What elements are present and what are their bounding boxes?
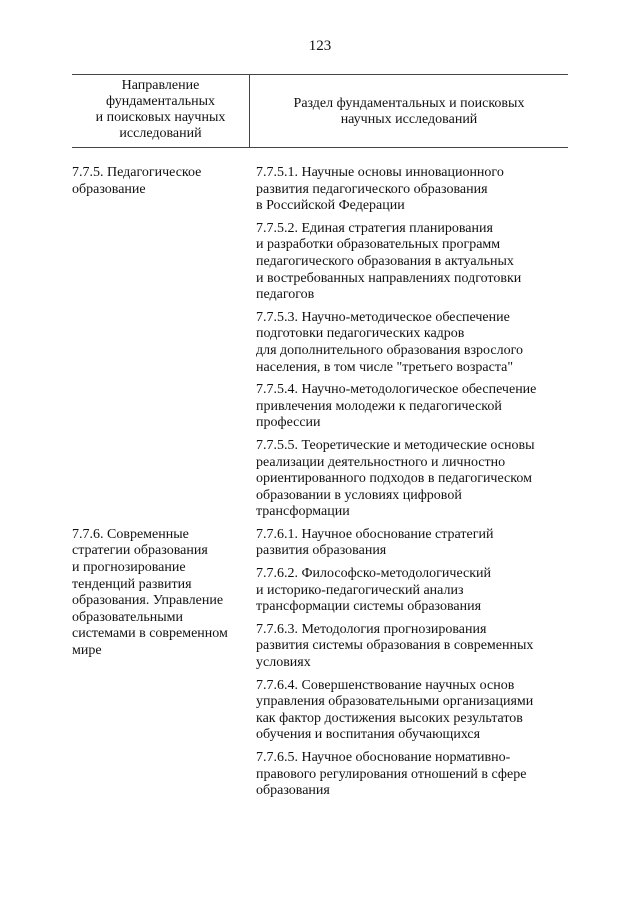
research-table [72, 74, 568, 806]
list-item: 7.7.6.1. Научное обоснование стратегий развития образования [256, 526, 494, 559]
direction-text: 7.7.5. Педагогическое образование [72, 165, 202, 197]
table-row [72, 165, 568, 527]
list-item: 7.7.5.5. Теоретические и методические основы реализации деятельностного и личностно ориентированного подходов в педагогическом образовании в условиях цифровой трансформации [256, 437, 535, 520]
section-cell [250, 527, 568, 806]
header-direction: Направление фундаментальных и поисковых научных исследований [72, 75, 250, 147]
table-header [72, 75, 568, 147]
section-cell [250, 165, 568, 527]
direction-cell [72, 527, 250, 806]
direction-text: 7.7.6. Современные стратегии образования и прогнозирование тенденций развития образования. Управление образовательными системами в современном мире [72, 526, 228, 659]
list-item: 7.7.5.4. Научно-методологическое обеспечение привлечения молодежи к педагогической профессии [256, 382, 537, 431]
list-item: 7.7.6.4. Совершенствование научных основ управления образовательными организациями как фактор достижения высоких результатов обучения и воспитания обучающихся [256, 677, 534, 743]
list-item: 7.7.6.3. Методология прогнозирования развития системы образования в современных условиях [256, 621, 534, 671]
table-header-rule [72, 147, 568, 148]
direction-cell [72, 165, 250, 527]
page-number: 123 [308, 38, 332, 54]
list-item: 7.7.5.1. Научные основы инновационного развития педагогического образования в Российской Федерации [256, 165, 504, 214]
list-item: 7.7.5.2. Единая стратегия планирования и разработки образовательных программ педагогического образования в актуальных и востребованных направлениях подготовки педагогов [256, 220, 522, 303]
list-item: 7.7.5.3. Научно-методическое обеспечение подготовки педагогических кадров для дополнительного образования взрослого населения, в том числе "третьего возраста" [256, 309, 523, 375]
header-section: Раздел фундаментальных и поисковых научных исследований [293, 96, 525, 127]
list-item: 7.7.6.2. Философско-методологический и историко-педагогический анализ трансформации системы образования [256, 566, 492, 615]
table-row [72, 527, 568, 806]
list-item: 7.7.6.5. Научное обоснование нормативно- правового регулирования отношений в сфере образования [256, 750, 527, 799]
